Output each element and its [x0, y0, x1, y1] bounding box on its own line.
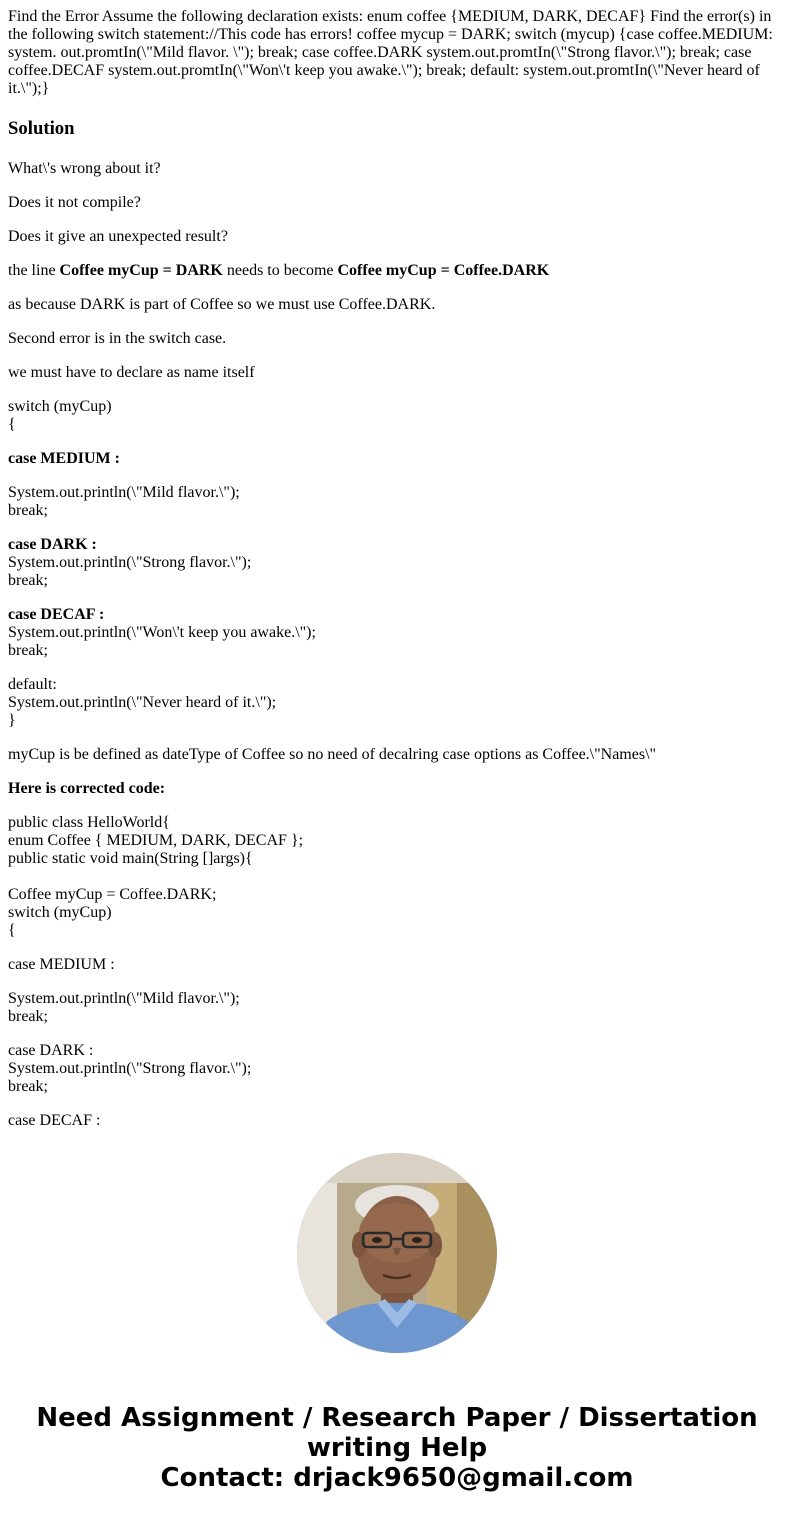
case-dark-block [8, 536, 786, 590]
help-banner [0, 1403, 794, 1493]
fix-right-code: Coffee myCup = Coffee.DARK [337, 262, 550, 279]
because-line: as because DARK is part of Coffee so we must use Coffee.DARK. [8, 296, 436, 313]
fix-wrong-code: Coffee myCup = DARK [59, 262, 223, 279]
fix-middle: needs to become [222, 262, 338, 279]
code-open-brace: { [8, 922, 16, 939]
case-dark-bold: case DARK : [8, 536, 97, 553]
fix-prefix: the line [8, 262, 60, 279]
person-portrait-icon [297, 1153, 497, 1353]
solution-heading: Solution [8, 118, 75, 139]
banner-line-2: writing Help [306, 1433, 488, 1463]
code-case-medium: case MEDIUM : [8, 956, 115, 973]
author-photo [297, 1153, 497, 1353]
code-case-decaf: case DECAF : [8, 1112, 101, 1129]
code-header-block [8, 814, 786, 940]
switch-line: switch (myCup) [8, 398, 112, 415]
close-brace: } [8, 712, 16, 729]
print-mild: System.out.println(\"Mild flavor.\"); [8, 484, 240, 501]
case-medium-label [8, 450, 786, 468]
print-strong: System.out.println(\"Strong flavor.\"); [8, 554, 252, 571]
banner-contact-line: Contact: drjack9650@gmail.com [160, 1463, 634, 1493]
code-case-medium-body [8, 990, 786, 1026]
question-line-3: Does it give an unexpected result? [8, 228, 228, 245]
print-wont: System.out.println(\"Won\'t keep you awake.\"); [8, 624, 316, 641]
declare-line: we must have to declare as name itself [8, 364, 255, 381]
open-brace: { [8, 416, 16, 433]
print-never: System.out.println(\"Never heard of it.\"); [8, 694, 277, 711]
code-print-mild: System.out.println(\"Mild flavor.\"); [8, 990, 240, 1007]
case-decaf-bold: case DECAF : [8, 606, 105, 623]
default-block [8, 676, 786, 730]
code-switch-line: switch (myCup) [8, 904, 112, 921]
explanation-line: myCup is be defined as dateType of Coffee so no need of decalring case options as Coffee.\"Names\" [8, 746, 657, 763]
question-line-1: What\'s wrong about it? [8, 160, 161, 177]
corrected-heading [8, 780, 786, 798]
code-break: break; [8, 1008, 48, 1025]
code-enum-line: enum Coffee { MEDIUM, DARK, DECAF }; [8, 832, 304, 849]
banner-line-1: Need Assignment / Research Paper / Dissertation [36, 1403, 758, 1433]
document-body [8, 8, 786, 1146]
fix-line [8, 262, 786, 280]
switch-block-start [8, 398, 786, 434]
question-text: Find the Error Assume the following declaration exists: enum coffee {MEDIUM, DARK, DECAF} Find the error(s) in the following switch statement://This code has errors! coffee mycup = DARK; switch (mycup) {case coffee.MEDIUM: system. out.promtIn(\"Mild flavor. \"); break; case coffee.DARK system.out.promtIn(\"Strong flavor.\"); break; case coffee.DECAF system.out.promtIn(\"Won\'t keep you awake.\"); break; default: system.out.promtIn(\"Never heard of it.\");} [8, 8, 773, 97]
corrected-heading-bold: Here is corrected code: [8, 780, 166, 797]
break-statement: break; [8, 642, 48, 659]
case-decaf-block [8, 606, 786, 660]
code-print-strong: System.out.println(\"Strong flavor.\"); [8, 1060, 252, 1077]
default-label: default: [8, 676, 57, 693]
second-error-line: Second error is in the switch case. [8, 330, 227, 347]
question-line-2: Does it not compile? [8, 194, 141, 211]
code-break: break; [8, 1078, 48, 1095]
promo-section [0, 1153, 794, 1493]
code-mycup-line: Coffee myCup = Coffee.DARK; [8, 886, 217, 903]
case-medium-body [8, 484, 786, 520]
break-statement: break; [8, 572, 48, 589]
code-main-line: public static void main(String []args){ [8, 850, 253, 867]
code-case-dark: case DARK : [8, 1042, 94, 1059]
code-class-line: public class HelloWorld{ [8, 814, 170, 831]
code-case-dark-block [8, 1042, 786, 1096]
case-medium-bold: case MEDIUM : [8, 450, 120, 467]
break-statement: break; [8, 502, 48, 519]
